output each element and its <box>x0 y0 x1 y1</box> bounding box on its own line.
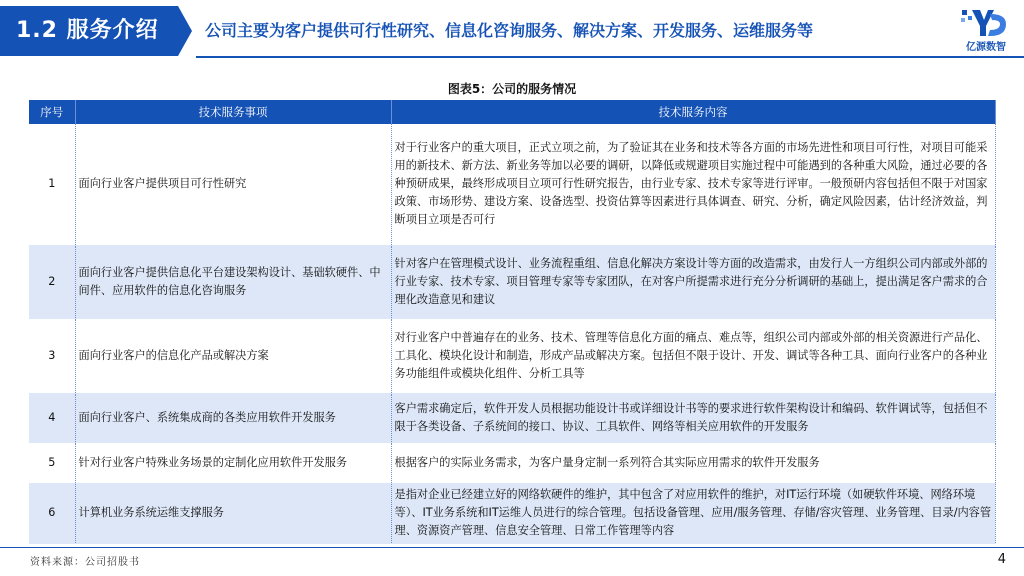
service-item: 面向行业客户提供项目可行性研究 <box>75 124 391 245</box>
service-table <box>29 100 996 544</box>
service-content: 对行业客户中普遍存在的业务、技术、管理等信息化方面的痛点、难点等，组织公司内部或外部的相关资源进行产品化、工具化、模块化设计和制造，形成产品或解决方案。包括但不限于设计、开发、调试等各种工具、面向行业客户的各种业务功能组件或模块化组件、分析工具等 <box>391 318 995 393</box>
row-number: 1 <box>29 124 75 245</box>
table-row <box>29 442 995 483</box>
service-content: 针对客户在管理模式设计、业务流程重组、信息化解决方案设计等方面的改造需求，由发行人一方组织公司内部或外部的行业专家、技术专家、项目管理专家等专家团队，在对客户所提需求进行充分分析调研的基础上，提出满足客户需求的合理化改造意见和建议 <box>391 245 995 318</box>
row-number: 5 <box>29 442 75 483</box>
footer-divider <box>0 547 1024 548</box>
slide-headline: 公司主要为客户提供可行性研究、信息化咨询服务、解决方案、开发服务、运维服务等 <box>205 21 814 40</box>
source-note: 资料来源：公司招股书 <box>30 557 140 568</box>
header-divider <box>196 56 1024 58</box>
column-header-no: 序号 <box>29 100 75 124</box>
service-item: 面向行业客户提供信息化平台建设架构设计、基础软硬件、中间件、应用软件的信息化咨询服务 <box>75 245 391 318</box>
row-number: 3 <box>29 318 75 393</box>
section-arrow <box>178 6 192 56</box>
table-row <box>29 245 995 318</box>
service-item: 面向行业客户、系统集成商的各类应用软件开发服务 <box>75 393 391 442</box>
row-number: 2 <box>29 245 75 318</box>
table-row <box>29 393 995 442</box>
row-number: 6 <box>29 483 75 543</box>
company-logo <box>950 6 1018 52</box>
service-content: 是指对企业已经建立好的网络软硬件的维护，其中包含了对应用软件的维护，对IT运行环境（如硬软件环境、网络环境等）、IT业务系统和IT运维人员进行的综合管理。包括设备管理、应用/服务管理、存储/容灾管理、业务管理、目录/内容管理、资源资产管理、信息安全管理、日常工作管理等内容 <box>391 483 995 543</box>
section-title: 1.2 服务介绍 <box>0 6 178 56</box>
table-caption: 图表5：公司的服务情况 <box>447 82 577 96</box>
column-header-item: 技术服务事项 <box>75 100 391 124</box>
service-item: 面向行业客户的信息化产品或解决方案 <box>75 318 391 393</box>
slide-header <box>0 0 1024 62</box>
service-item: 针对行业客户特殊业务场景的定制化应用软件开发服务 <box>75 442 391 483</box>
logo-text: 亿源数智 <box>966 42 1006 53</box>
logo-mark-icon <box>960 6 1008 38</box>
service-content: 根据客户的实际业务需求，为客户量身定制一系列符合其实际应用需求的软件开发服务 <box>391 442 995 483</box>
service-content: 客户需求确定后，软件开发人员根据功能设计书或详细设计书等的要求进行软件架构设计和编码、软件调试等，包括但不限于各类设备、子系统间的接口、协议、工具软件、网络等相关应用软件的开发服务 <box>391 393 995 442</box>
service-content: 对于行业客户的重大项目，正式立项之前，为了验证其在业务和技术等各方面的市场先进性和项目可行性，对项目可能采用的新技术、新方法、新业务等加以必要的调研，以降低或规避项目实施过程中可能遇到的各种重大风险，通过必要的各种预研成果，最终形成项目立项可行性研究报告，由行业专家、技术专家等进行评审。一般预研内容包括但不限于对国家政策、市场形势、建设方案、设备选型、投资估算等因素进行具体调查、研究、分析，确定风险因素，估计经济效益，判断项目立项是否可行 <box>391 124 995 245</box>
column-header-content: 技术服务内容 <box>391 100 995 124</box>
table-row <box>29 483 995 543</box>
table-row <box>29 124 995 245</box>
row-number: 4 <box>29 393 75 442</box>
table-row <box>29 318 995 393</box>
table-header-row <box>29 100 995 124</box>
service-item: 计算机业务系统运维支撑服务 <box>75 483 391 543</box>
page-number: 4 <box>997 552 1006 567</box>
